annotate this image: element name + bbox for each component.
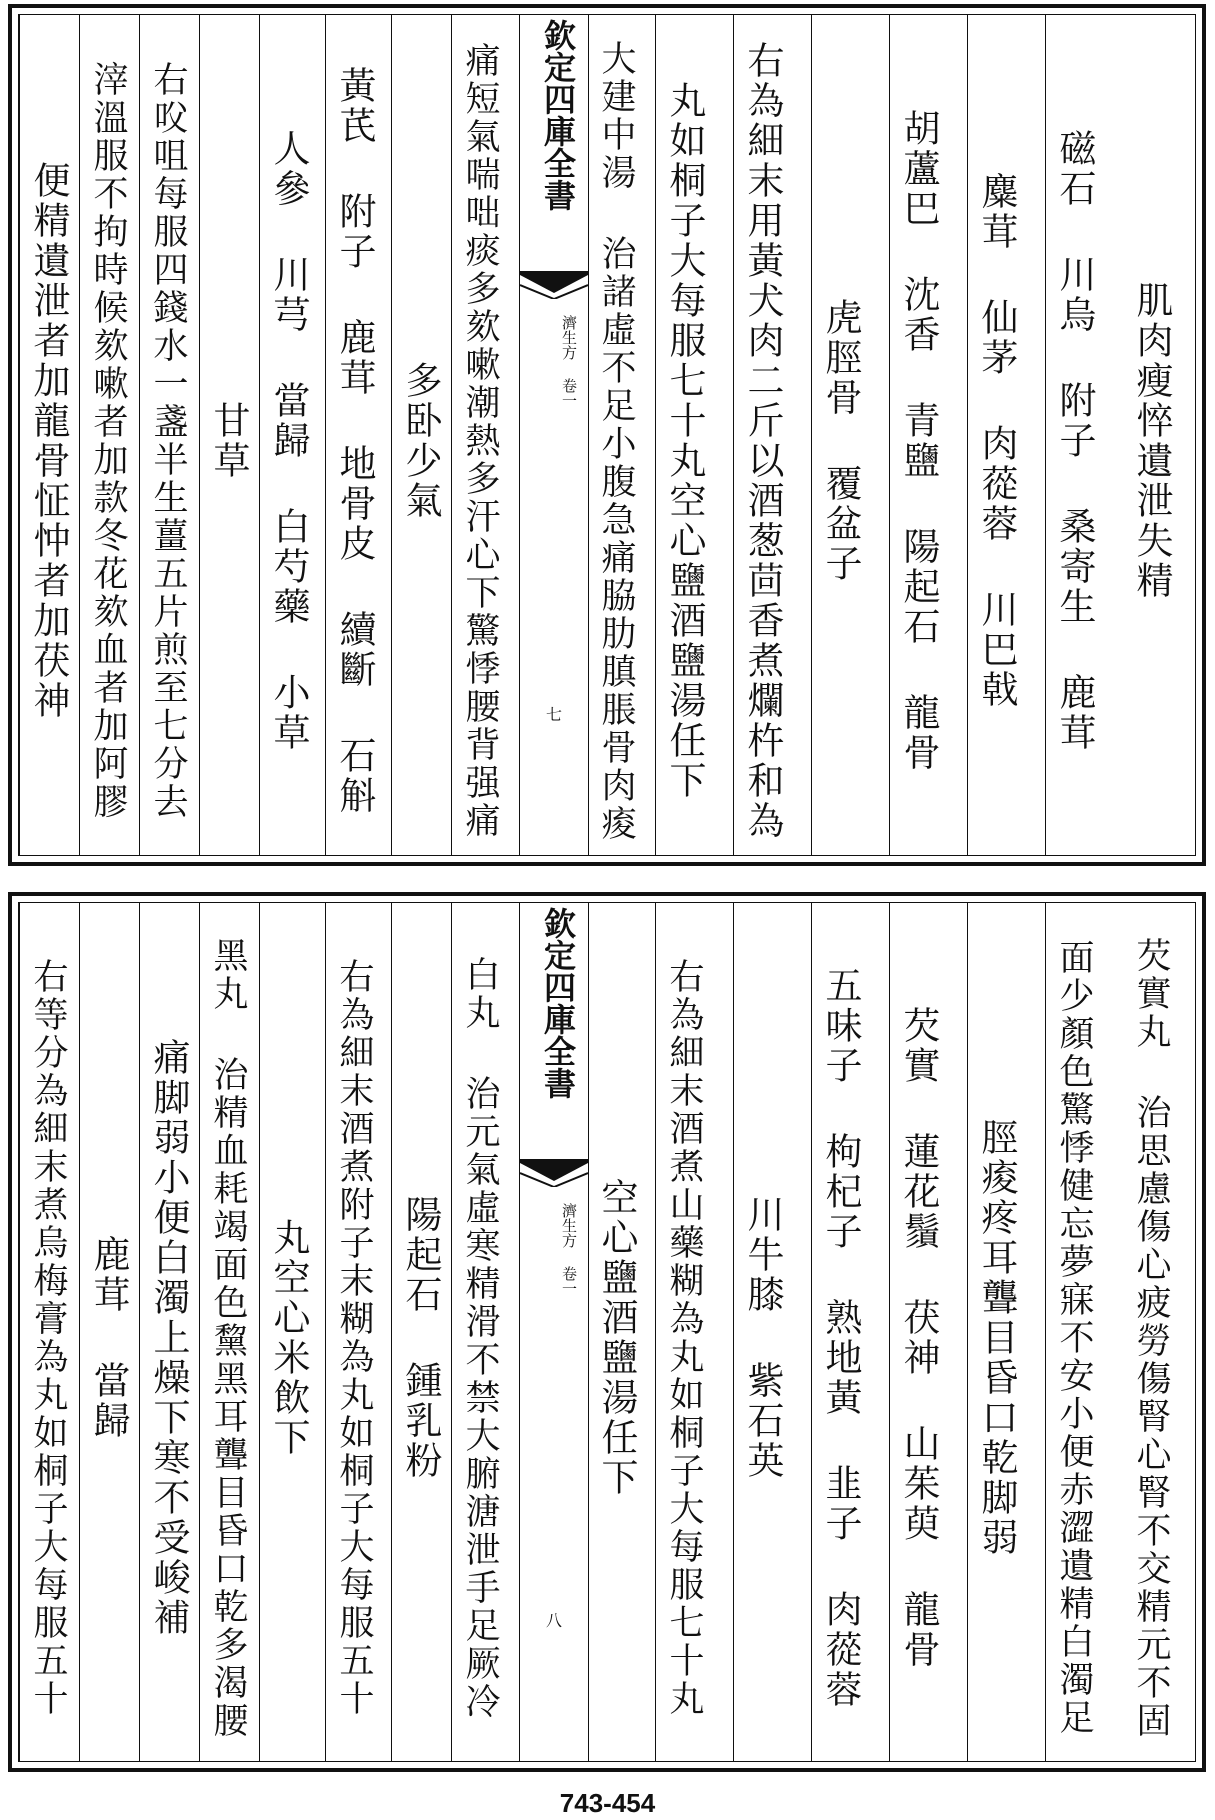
fishtail-mark	[520, 1159, 588, 1187]
page-bottom-frame	[18, 902, 1196, 1762]
column-text: 便精遺泄者加龍骨怔忡者加茯神	[27, 161, 70, 721]
text-column	[811, 903, 889, 1761]
text-column	[259, 903, 325, 1761]
column-text: 多卧少氣	[399, 361, 442, 521]
text-column	[259, 15, 325, 855]
text-column	[733, 15, 811, 855]
column-text: 右為細末酒煮附子末糊為丸如桐子大每服五十	[334, 958, 374, 1718]
column-text: 黑丸 治精血耗竭面色黧黑耳聾目昏口乾多渴腰	[208, 936, 248, 1740]
column-text: 陽起石 鍾乳粉	[399, 1195, 442, 1481]
text-column	[967, 15, 1045, 855]
column-text: 人參 川芎 當歸 白芍藥 小草	[267, 129, 310, 753]
page-number: 七	[545, 705, 562, 724]
text-column	[889, 15, 967, 855]
column-text: 丸如桐子大每服七十丸空心鹽酒鹽湯任下	[663, 81, 706, 801]
text-column	[391, 15, 451, 855]
text-column	[655, 903, 733, 1761]
column-text: 黃芪 附子 鹿茸 地骨皮 續斷 石斛	[333, 66, 376, 816]
text-column	[19, 15, 79, 855]
fold-title: 欽定四庫全書	[539, 907, 577, 1099]
page-bottom	[8, 892, 1206, 1772]
page-top	[8, 4, 1206, 866]
text-column	[79, 15, 139, 855]
column-text: 右為細末用黃犬肉二斤以酒葱茴香煮爛杵和為	[741, 41, 784, 841]
column-text: 痛短氣喘咄痰多欬嗽潮熱多汗心下驚悸腰背强痛	[460, 42, 500, 840]
column-text: 五味子 枸杞子 熟地黃 韭子 肉蓯蓉	[819, 966, 862, 1710]
text-column	[1123, 903, 1201, 1761]
text-column	[199, 903, 259, 1761]
text-column	[451, 903, 519, 1761]
text-column	[1123, 15, 1201, 855]
column-text: 白丸 治元氣虛寒精滑不禁大腑溏泄手足厥冷	[460, 955, 500, 1721]
column-text: 空心鹽酒鹽湯任下	[595, 1178, 638, 1498]
text-column	[139, 15, 199, 855]
page-number: 八	[545, 1611, 562, 1630]
page-footer-number: 743-454	[559, 1788, 656, 1818]
column-text: 右等分為細末煮烏梅膏為丸如桐子大每服五十	[28, 958, 68, 1718]
text-column	[1045, 15, 1123, 855]
fold-title: 欽定四庫全書	[539, 19, 577, 211]
text-column	[139, 903, 199, 1761]
text-column	[199, 15, 259, 855]
text-column	[889, 903, 967, 1761]
text-column	[587, 903, 655, 1761]
text-column	[587, 15, 655, 855]
fold-subtitle: 濟生方 卷一	[560, 315, 578, 408]
column-text: 虎脛骨 覆盆子	[819, 298, 862, 584]
text-column	[967, 903, 1045, 1761]
column-text: 磁石 川烏 附子 桑寄生 鹿茸	[1053, 129, 1096, 753]
column-text: 芡實 蓮花鬚 茯神 山茱萸 龍骨	[897, 1006, 940, 1670]
text-column	[1045, 903, 1123, 1761]
column-text: 麋茸 仙茅 肉蓯蓉 川巴戟	[975, 172, 1018, 710]
column-text: 甘草	[207, 401, 250, 481]
column-text: 面少顏色驚悸健忘夢寐不安小便赤澀遺精白濁足	[1054, 939, 1094, 1737]
center-fold	[519, 903, 589, 1761]
column-text: 痛脚弱小便白濁上燥下寒不受峻補	[147, 1038, 190, 1638]
column-text: 肌肉瘦悴遺泄失精	[1130, 281, 1173, 601]
text-column	[655, 15, 733, 855]
text-column	[79, 903, 139, 1761]
text-column	[811, 15, 889, 855]
column-text: 滓溫服不拘時候欬嗽者加款冬花欬血者加阿膠	[88, 61, 128, 821]
column-text: 大建中湯 治諸虛不足小腹急痛脇肋䐜脹骨肉痠	[596, 39, 636, 843]
text-column	[19, 903, 79, 1761]
column-text: 川牛膝 紫石英	[741, 1195, 784, 1481]
text-column	[451, 15, 519, 855]
text-column	[733, 903, 811, 1761]
text-column	[325, 903, 391, 1761]
fishtail-mark	[520, 271, 588, 299]
column-text: 芡實丸 治思慮傷心疲勞傷腎心腎不交精元不固	[1131, 936, 1171, 1740]
column-text: 丸空心米飲下	[267, 1218, 310, 1458]
column-text: 胡蘆巴 沈香 青鹽 陽起石 龍骨	[897, 109, 940, 773]
column-text: 鹿茸 當歸	[87, 1235, 130, 1441]
page-top-frame	[18, 14, 1196, 856]
column-text: 右㕮咀每服四錢水一盞半生薑五片煎至七分去	[148, 61, 188, 821]
column-text: 右為細末酒煮山藥糊為丸如桐子大每服七十丸	[664, 958, 704, 1718]
column-text: 脛痠疼耳聾目昏口乾脚弱	[975, 1118, 1018, 1558]
fold-subtitle: 濟生方 卷一	[560, 1203, 578, 1296]
text-column	[391, 903, 451, 1761]
text-column	[325, 15, 391, 855]
center-fold	[519, 15, 589, 855]
